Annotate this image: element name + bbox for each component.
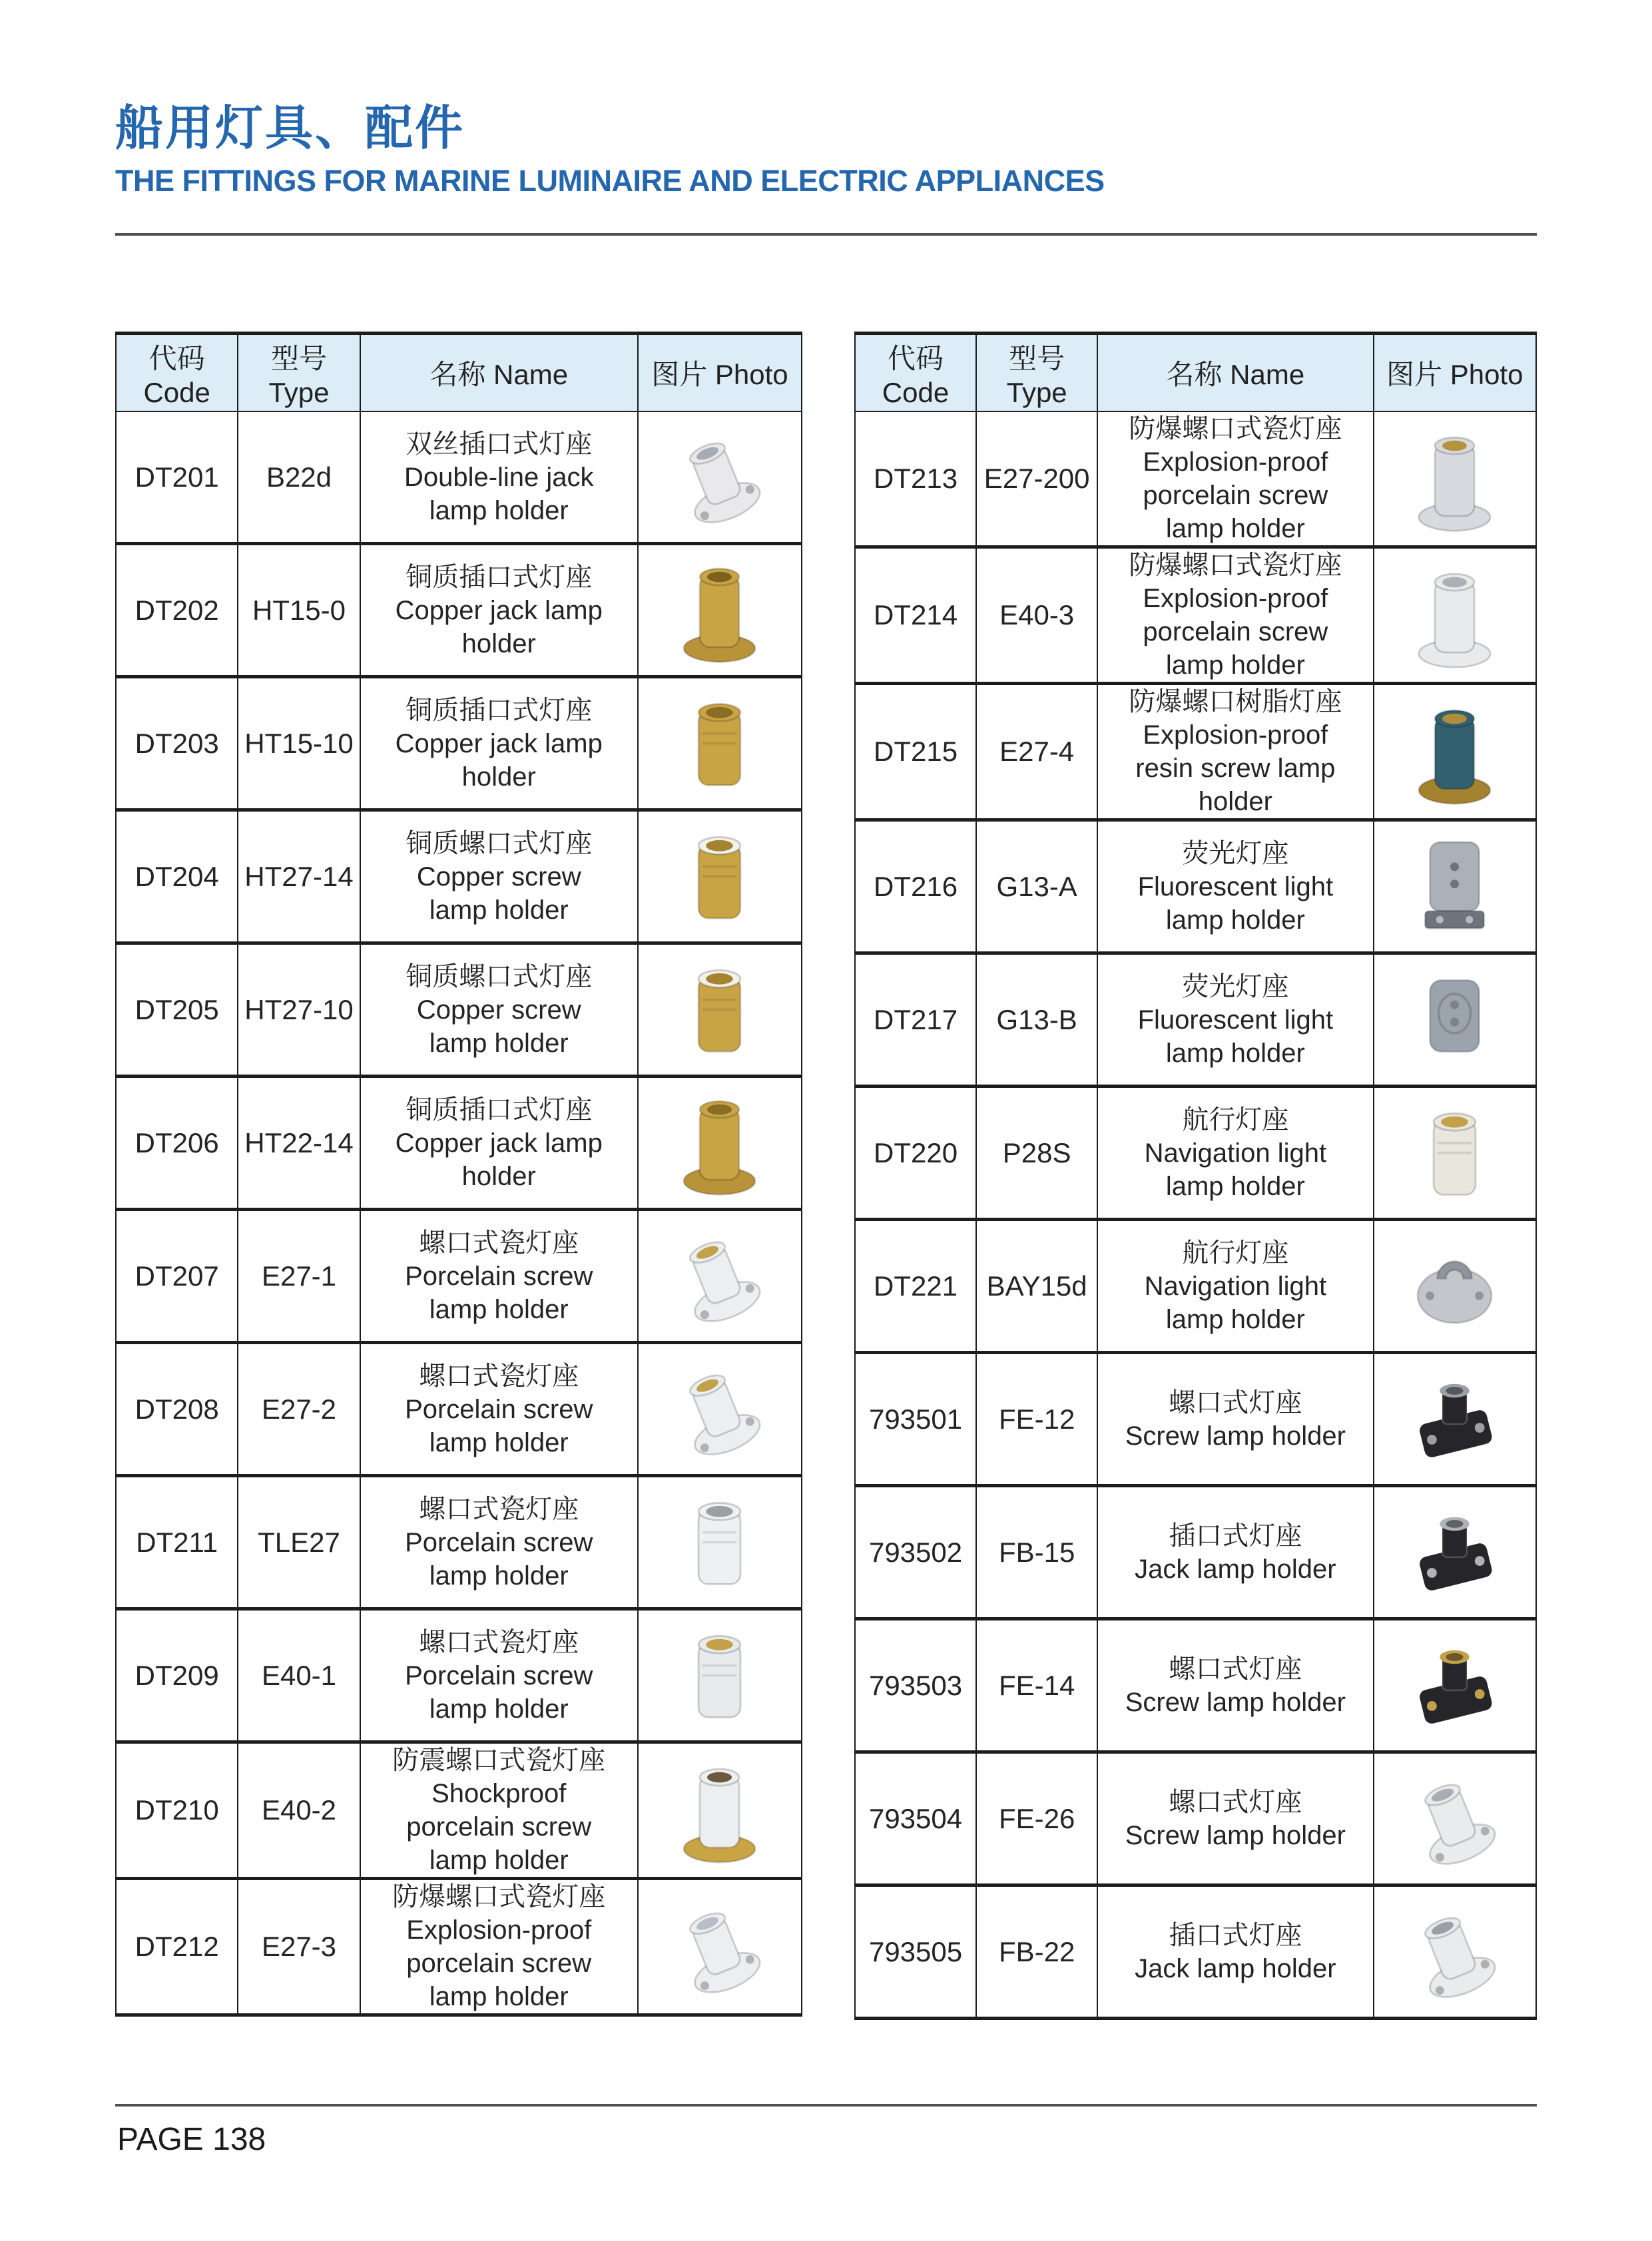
product-code: DT202 [116,544,238,677]
product-type: BAY15d [976,1220,1097,1353]
page-title-en: THE FITTINGS FOR MARINE LUMINAIRE AND ELECTRIC APPLIANCES [115,164,1105,198]
product-name [360,1476,638,1609]
product-photo-icon [644,948,796,1071]
product-type: E27-3 [238,1879,360,2015]
product-code: DT208 [116,1343,238,1476]
product-name [1097,1087,1373,1220]
product-photo-cell [1374,1619,1537,1752]
product-name-en: Jack lamp holder [1135,1953,1336,1983]
product-code: DT214 [855,547,976,684]
product-name-en: Porcelain screw lamp holder [405,1261,593,1324]
table-row [116,810,802,943]
table-row [116,1742,802,1879]
product-photo-cell [1374,953,1537,1087]
product-photo-cell [638,544,802,677]
tables-area [115,332,1537,2020]
product-type: HT15-10 [238,677,360,810]
product-photo-icon [644,1614,796,1737]
product-code: DT216 [855,820,976,953]
product-code: DT220 [855,1087,976,1220]
product-code: DT206 [116,1077,238,1210]
product-photo-icon [644,1885,796,2009]
product-name-en: Navigation light lamp holder [1144,1138,1327,1201]
product-name [360,943,638,1077]
product-name [1097,1220,1373,1353]
product-code: 793503 [855,1619,976,1752]
product-type: B22d [238,411,360,544]
footer-divider [115,2104,1537,2107]
table-row [116,544,802,677]
product-photo-icon [644,1348,796,1471]
product-name-zh: 防爆螺口式瓷灯座 [1129,551,1342,580]
product-photo-cell [1374,411,1537,547]
product-name-zh: 插口式灯座 [1169,1920,1302,1950]
product-photo-cell [638,1609,802,1742]
product-type: FB-15 [976,1486,1097,1619]
product-photo-icon [644,415,796,539]
table-row [855,1087,1536,1220]
product-name [360,810,638,943]
product-name [360,1742,638,1879]
product-code: 793505 [855,1885,976,2019]
product-name [1097,1486,1373,1619]
product-photo-icon [644,815,796,938]
product-name [360,677,638,810]
product-name-zh: 防震螺口式瓷灯座 [392,1746,606,1775]
product-name-zh: 荧光灯座 [1182,838,1289,868]
column-header-type: 型号 Type [238,334,360,412]
product-photo-icon [644,1749,796,1872]
product-photo-icon [1380,958,1531,1081]
table-row [855,953,1536,1087]
product-photo-icon [1380,1358,1531,1481]
product-name-zh: 插口式灯座 [1169,1521,1302,1551]
product-name-zh: 双丝插口式灯座 [406,429,593,459]
product-name-en: Explosion-proof porcelain screw lamp holder [1143,584,1328,680]
table-row [116,1077,802,1210]
product-name-en: Porcelain screw lamp holder [405,1527,593,1591]
product-name-en: Copper jack lamp holder [395,728,603,792]
table-row [855,547,1536,684]
product-type: HT22-14 [238,1077,360,1210]
product-name-en: Copper jack lamp holder [395,595,603,658]
product-code: DT209 [116,1609,238,1742]
product-photo-cell [638,1879,802,2015]
product-name [1097,1353,1373,1486]
product-photo-cell [1374,1220,1537,1353]
product-photo-icon [1380,1491,1531,1614]
product-type: G13-B [976,953,1097,1087]
product-name [360,411,638,544]
product-name [360,1210,638,1343]
table-row [855,820,1536,953]
product-type: P28S [976,1087,1097,1220]
product-photo-cell [1374,547,1537,684]
product-photo-cell [1374,1087,1537,1220]
table-row [116,1210,802,1343]
product-type: E40-1 [238,1609,360,1742]
table-header-row [116,334,802,412]
product-name-en: Copper screw lamp holder [416,862,581,925]
product-name [1097,1619,1373,1752]
table-row [116,1343,802,1476]
product-name [1097,820,1373,953]
product-name-zh: 螺口式灯座 [1169,1787,1302,1817]
product-code: DT213 [855,411,976,547]
product-type: E27-2 [238,1343,360,1476]
product-type: E40-3 [976,547,1097,684]
product-name [1097,1885,1373,2019]
table-row [116,1476,802,1609]
product-name-en: Porcelain screw lamp holder [405,1394,593,1457]
product-name-en: Copper jack lamp holder [395,1128,603,1191]
product-name [1097,684,1373,820]
product-name-zh: 防爆螺口式瓷灯座 [1129,414,1342,443]
page-title-zh: 船用灯具、配件 [115,102,465,155]
header-divider [115,233,1537,236]
product-code: DT210 [116,1742,238,1879]
column-header-name: 名称 Name [1097,334,1373,412]
product-photo-icon [1380,1224,1531,1348]
product-name-en: Navigation light lamp holder [1144,1271,1327,1334]
table-row [855,1752,1536,1885]
table-row [116,411,802,544]
product-name-zh: 铜质螺口式灯座 [406,961,593,991]
product-photo-icon [644,1081,796,1204]
table-row [116,1879,802,2015]
column-header-photo: 图片 Photo [638,334,802,412]
catalog-table-left [115,332,802,2017]
product-photo-cell [1374,684,1537,820]
product-photo-icon [1380,1624,1531,1747]
table-row [116,1609,802,1742]
product-name-zh: 螺口式灯座 [1169,1387,1302,1417]
table-row [855,1220,1536,1353]
product-type: TLE27 [238,1476,360,1609]
product-name-zh: 螺口式瓷灯座 [419,1228,579,1258]
product-name-en: Shockproof porcelain screw lamp holder [406,1779,592,1875]
product-name-zh: 铜质插口式灯座 [406,1095,593,1124]
table-row [855,1885,1536,2019]
product-type: HT27-14 [238,810,360,943]
product-name-zh: 防爆螺口树脂灯座 [1129,687,1342,716]
product-type: HT27-10 [238,943,360,1077]
product-photo-cell [638,411,802,544]
product-name-zh: 航行灯座 [1182,1238,1289,1268]
product-code: DT203 [116,677,238,810]
product-code: DT212 [116,1879,238,2015]
product-name-en: Screw lamp holder [1125,1687,1346,1717]
product-name-zh: 荧光灯座 [1182,971,1289,1001]
product-name-zh: 铜质插口式灯座 [406,695,593,725]
table-row [116,943,802,1077]
product-photo-cell [638,1742,802,1879]
product-name-zh: 防爆螺口式瓷灯座 [392,1882,606,1911]
product-name [360,1609,638,1742]
product-name [1097,547,1373,684]
product-name [360,1343,638,1476]
product-photo-cell [1374,1486,1537,1619]
product-name-zh: 螺口式灯座 [1169,1654,1302,1684]
column-header-code: 代码 Code [116,334,238,412]
product-photo-icon [644,1481,796,1604]
product-photo-icon [1380,690,1531,814]
product-photo-cell [638,1210,802,1343]
table-row [855,411,1536,547]
product-type: E40-2 [238,1742,360,1879]
product-name-en: Porcelain screw lamp holder [405,1660,593,1724]
product-name [360,1077,638,1210]
product-code: 793504 [855,1752,976,1885]
product-name-en: Double-line jack lamp holder [404,462,594,525]
product-code: DT201 [116,411,238,544]
product-type: FE-12 [976,1353,1097,1486]
product-code: DT221 [855,1220,976,1353]
product-code: DT215 [855,684,976,820]
product-name-zh: 铜质插口式灯座 [406,562,593,592]
table-header-row [855,334,1536,412]
table-row [855,1353,1536,1486]
product-name [1097,1752,1373,1885]
catalog-table-right [854,332,1537,2020]
product-name [360,544,638,677]
product-photo-icon [644,549,796,672]
product-photo-icon [1380,554,1531,677]
table-row [855,684,1536,820]
product-code: DT211 [116,1476,238,1609]
product-type: G13-A [976,820,1097,953]
table-row [855,1619,1536,1752]
product-name-zh: 螺口式瓷灯座 [419,1494,579,1524]
product-photo-icon [1380,1091,1531,1214]
product-photo-cell [1374,1885,1537,2019]
product-name-en: Screw lamp holder [1125,1421,1346,1451]
product-photo-cell [638,1077,802,1210]
product-type: E27-4 [976,684,1097,820]
product-photo-icon [1380,417,1531,541]
product-name-en: Jack lamp holder [1135,1554,1336,1584]
product-name-zh: 螺口式瓷灯座 [419,1361,579,1391]
product-name [1097,953,1373,1087]
column-header-type: 型号 Type [976,334,1097,412]
product-photo-cell [638,1476,802,1609]
product-photo-cell [1374,1353,1537,1486]
product-photo-cell [1374,820,1537,953]
product-code: DT204 [116,810,238,943]
product-name-en: Fluorescent light lamp holder [1137,872,1334,935]
product-name [360,1879,638,2015]
product-photo-cell [638,677,802,810]
column-header-name: 名称 Name [360,334,638,412]
product-code: DT207 [116,1210,238,1343]
product-code: 793501 [855,1353,976,1486]
product-photo-cell [638,810,802,943]
table-row [855,1486,1536,1619]
product-photo-cell [638,1343,802,1476]
product-name-zh: 航行灯座 [1182,1105,1289,1134]
product-name-en: Explosion-proof porcelain screw lamp holder [406,1915,592,2011]
product-photo-cell [1374,1752,1537,1885]
product-name-en: Copper screw lamp holder [416,995,581,1058]
product-photo-icon [1380,1890,1531,2013]
product-name-zh: 螺口式瓷灯座 [419,1627,579,1657]
page-header [115,100,1537,236]
product-photo-icon [1380,1757,1531,1880]
product-name-zh: 铜质螺口式灯座 [406,828,593,858]
product-type: FB-22 [976,1885,1097,2019]
product-name-en: Explosion-proof resin screw lamp holder [1135,720,1336,816]
product-code: DT205 [116,943,238,1077]
page-number: PAGE 138 [117,2122,266,2157]
product-type: FE-14 [976,1619,1097,1752]
product-name-en: Fluorescent light lamp holder [1137,1005,1334,1068]
column-header-code: 代码 Code [855,334,976,412]
product-photo-icon [644,682,796,805]
table-row [116,677,802,810]
product-name-en: Screw lamp holder [1125,1820,1346,1850]
product-name-en: Explosion-proof porcelain screw lamp holder [1143,447,1328,543]
product-code: 793502 [855,1486,976,1619]
product-type: FE-26 [976,1752,1097,1885]
product-type: E27-200 [976,411,1097,547]
product-type: HT15-0 [238,544,360,677]
product-photo-icon [1380,825,1531,948]
product-type: E27-1 [238,1210,360,1343]
product-code: DT217 [855,953,976,1087]
product-photo-icon [644,1214,796,1338]
column-header-photo: 图片 Photo [1374,334,1537,412]
product-name [1097,411,1373,547]
product-photo-cell [638,943,802,1077]
